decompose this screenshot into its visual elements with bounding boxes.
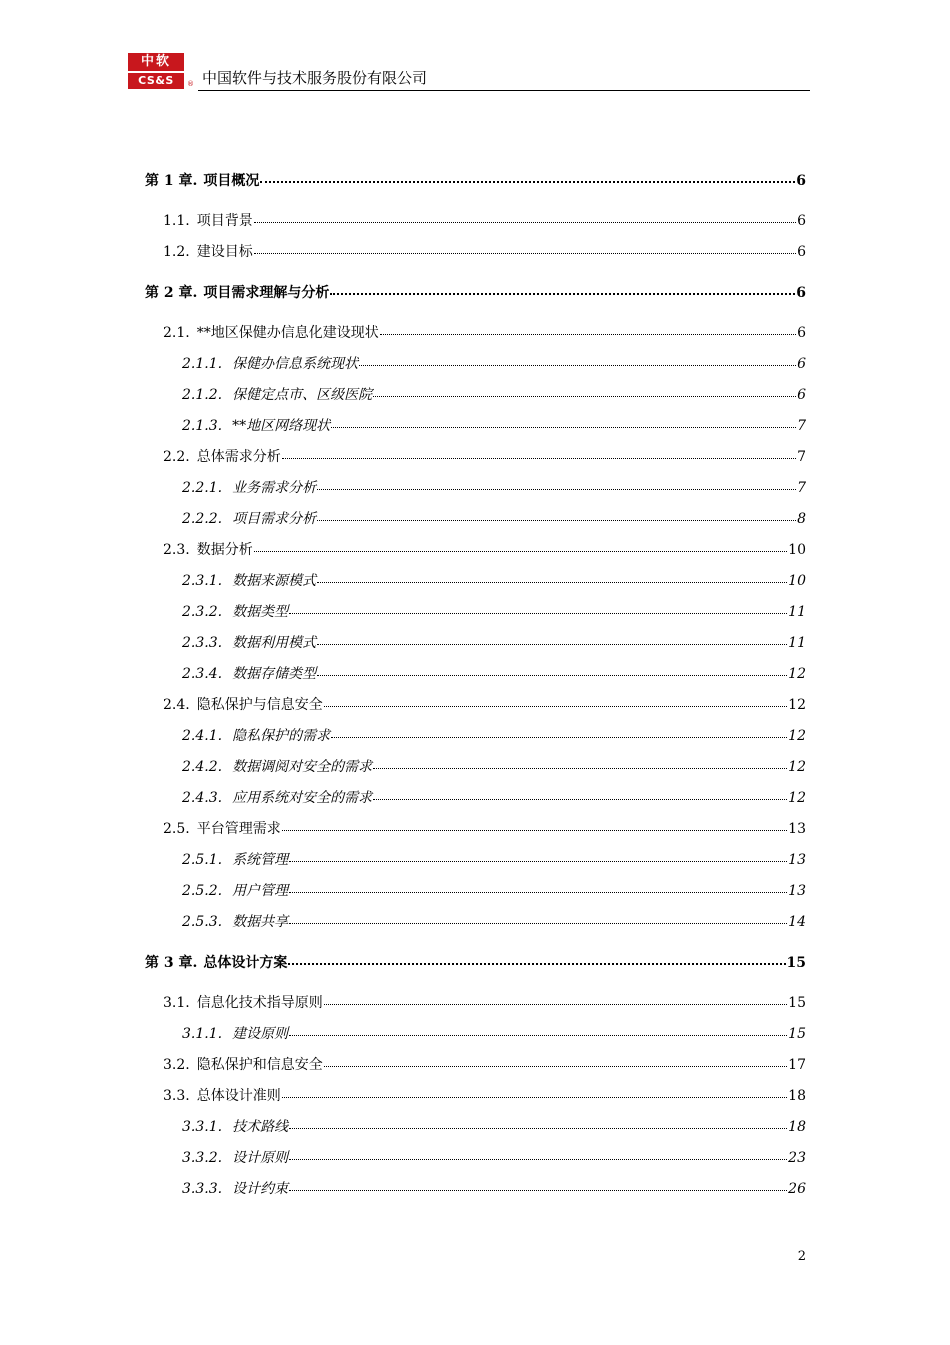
toc-leader-dots [289,613,787,614]
toc-entry-number: 2.1.2. [182,387,223,403]
toc-leader-dots [282,830,787,831]
toc-entry-page: 14 [788,914,806,930]
toc-entry-title: 总体设计准则 [196,1088,281,1104]
toc-entry-number: 2.3.2. [182,604,223,620]
toc-entry-title: 平台管理需求 [196,821,281,837]
toc-entry-page: 6 [796,285,806,301]
toc-entry-page: 8 [797,511,806,527]
toc-entry[interactable] [182,881,806,901]
toc-entry-title: 设计约束 [232,1181,289,1197]
toc-entry[interactable] [163,819,806,839]
toc-entry-title: 隐私保护和信息安全 [196,1057,323,1073]
toc-entry-number: 2.5. [163,821,190,837]
toc-entry-page: 13 [788,852,806,868]
toc-entry[interactable] [163,1086,806,1106]
toc-entry[interactable] [163,1055,806,1075]
toc-entry-title: 隐私保护的需求 [232,728,331,744]
toc-entry[interactable] [182,509,806,529]
toc-entry-title: 信息化技术指导原则 [196,995,323,1011]
toc-entry-number: 3.1. [163,995,190,1011]
toc-entry-number: 3.3.1. [182,1119,223,1135]
toc-leader-dots [317,489,796,490]
toc-entry-title: 数据共享 [232,914,289,930]
logo-top-text: 中软 [140,54,171,69]
toc-leader-dots [317,675,787,676]
toc-leader-dots [289,861,787,862]
toc-entry-page: 10 [788,573,806,589]
toc-entry-number: 第 1 章. [145,173,198,189]
toc-entry-page: 15 [788,1026,806,1042]
toc-entry-title: 建设目标 [196,244,253,260]
toc-entry-page: 6 [797,213,806,229]
toc-entry-number: 3.2. [163,1057,190,1073]
toc-entry[interactable] [163,323,806,343]
toc-entry-page: 15 [786,955,806,971]
toc-entry-page: 11 [788,604,806,620]
toc-entry-title: 应用系统对安全的需求 [232,790,373,806]
toc-entry-title: 技术路线 [232,1119,289,1135]
toc-entry-title: **地区保健办信息化建设现状 [196,325,379,341]
toc-entry-number: 2.4.2. [182,759,223,775]
toc-leader-dots [289,892,787,893]
toc-entry[interactable] [182,1179,806,1199]
toc-entry-number: 2.5.3. [182,914,223,930]
toc-entry[interactable] [182,757,806,777]
toc-leader-dots [289,923,787,924]
toc-entry-title: 数据存储类型 [232,666,317,682]
toc-entry-title: 保健办信息系统现状 [232,356,359,372]
toc-entry-number: 2.5.1. [182,852,223,868]
toc-entry-page: 18 [788,1119,806,1135]
toc-entry[interactable] [182,850,806,870]
toc-entry-page: 26 [788,1181,806,1197]
toc-entry[interactable] [182,416,806,436]
toc-entry-number: 3.3. [163,1088,190,1104]
toc-leader-dots [331,427,796,428]
toc-entry-title: 总体需求分析 [196,449,281,465]
toc-entry-number: 2.3.3. [182,635,223,651]
toc-leader-dots [282,1097,787,1098]
toc-entry-page: 12 [788,759,806,775]
toc-entry-title: 用户管理 [232,883,289,899]
toc-entry[interactable] [145,283,806,303]
page-number: 2 [797,1249,806,1264]
toc-leader-dots [317,582,787,583]
toc-entry-number: 3.3.2. [182,1150,223,1166]
toc-entry[interactable] [182,912,806,932]
toc-entry-number: 2.1.3. [182,418,223,434]
logo-top-block [128,53,184,71]
toc-leader-dots [324,1004,787,1005]
toc-entry-number: 2.1. [163,325,190,341]
toc-entry-page: 23 [788,1150,806,1166]
toc-entry-title: 系统管理 [232,852,289,868]
toc-leader-dots [254,253,796,254]
toc-leader-dots [289,1035,787,1036]
toc-leader-dots [373,799,787,800]
toc-entry-title: 项目需求分析 [232,511,317,527]
toc-entry[interactable] [163,211,806,231]
logo-bottom-block [128,73,184,89]
toc-entry-page: 7 [797,480,806,496]
toc-entry-page: 10 [788,542,806,558]
toc-entry[interactable] [182,354,806,374]
toc-entry[interactable] [182,385,806,405]
toc-entry-title: 设计原则 [232,1150,289,1166]
toc-leader-dots [373,396,796,397]
toc-entry-title: 数据分析 [196,542,253,558]
toc-entry-title: 数据利用模式 [232,635,317,651]
toc-entry-title: 总体设计方案 [203,955,288,971]
toc-entry-number: 2.2.1. [182,480,223,496]
toc-entry-page: 12 [788,728,806,744]
toc-leader-dots [330,293,795,295]
toc-entry-number: 2.4. [163,697,190,713]
toc-leader-dots [331,737,787,738]
toc-entry-number: 2.2.2. [182,511,223,527]
toc-leader-dots [317,520,796,521]
toc-entry[interactable] [163,695,806,715]
toc-entry-page: 12 [788,697,806,713]
company-name: 中国软件与技术服务股份有限公司 [202,69,428,87]
header-rule [198,90,810,91]
toc-entry-page: 6 [796,173,806,189]
toc-entry-page: 12 [788,790,806,806]
toc-entry-number: 1.2. [163,244,190,260]
toc-leader-dots [288,963,785,965]
toc-entry-page: 17 [788,1057,806,1073]
toc-entry-title: 业务需求分析 [232,480,317,496]
toc-entry-page: 12 [788,666,806,682]
toc-leader-dots [289,1190,787,1191]
toc-leader-dots [317,644,787,645]
toc-entry-number: 3.1.1. [182,1026,223,1042]
toc-entry-number: 2.4.3. [182,790,223,806]
toc-entry[interactable] [145,171,806,191]
toc-leader-dots [282,458,796,459]
toc-entry-page: 18 [788,1088,806,1104]
toc-entry-number: 2.5.2. [182,883,223,899]
toc-entry-title: 数据类型 [232,604,289,620]
toc-entry[interactable] [182,664,806,684]
toc-entry-title: 隐私保护与信息安全 [196,697,323,713]
toc-entry-title: 项目需求理解与分析 [203,285,330,301]
toc-entry-number: 2.3.4. [182,666,223,682]
toc-entry-number: 2.2. [163,449,190,465]
toc-leader-dots [260,181,795,183]
toc-leader-dots [289,1128,787,1129]
toc-entry-number: 2.3.1. [182,573,223,589]
toc-entry-page: 7 [797,449,806,465]
toc-entry[interactable] [182,726,806,746]
toc-entry-page: 6 [797,387,806,403]
company-logo [128,53,186,89]
toc-entry-title: 保健定点市、区级医院 [232,387,373,403]
toc-entry-page: 11 [788,635,806,651]
toc-entry-number: 第 2 章. [145,285,198,301]
logo-bottom-text: CS&S [138,74,174,87]
toc-entry[interactable] [182,1024,806,1044]
toc-entry-page: 6 [797,356,806,372]
toc-entry-number: 2.3. [163,542,190,558]
toc-entry[interactable] [163,540,806,560]
toc-entry-page: 13 [788,883,806,899]
toc-entry-page: 15 [788,995,806,1011]
toc-entry[interactable] [163,242,806,262]
toc-entry-title: 建设原则 [232,1026,289,1042]
toc-leader-dots [254,222,796,223]
toc-entry-number: 2.4.1. [182,728,223,744]
toc-entry-page: 6 [797,325,806,341]
toc-entry[interactable] [182,1148,806,1168]
toc-entry-page: 13 [788,821,806,837]
toc-entry-title: 数据来源模式 [232,573,317,589]
toc-entry[interactable] [145,953,806,973]
toc-entry[interactable] [163,993,806,1013]
toc-entry-number: 3.3.3. [182,1181,223,1197]
toc-leader-dots [254,551,787,552]
toc-entry[interactable] [182,478,806,498]
registered-mark: ® [187,80,194,88]
toc-entry-page: 7 [797,418,806,434]
toc-leader-dots [289,1159,787,1160]
toc-entry-title: 数据调阅对安全的需求 [232,759,373,775]
toc-leader-dots [380,334,796,335]
toc-entry[interactable] [182,602,806,622]
toc-entry[interactable] [182,788,806,808]
toc-entry[interactable] [182,633,806,653]
toc-leader-dots [359,365,796,366]
toc-entry[interactable] [182,1117,806,1137]
toc-entry-title: 项目概况 [203,173,260,189]
toc-entry-title: **地区网络现状 [232,418,331,434]
toc-entry[interactable] [163,447,806,467]
toc-entry-title: 项目背景 [196,213,253,229]
toc-entry-number: 1.1. [163,213,190,229]
toc-entry-number: 第 3 章. [145,955,198,971]
toc-leader-dots [324,706,787,707]
toc-entry-number: 2.1.1. [182,356,223,372]
toc-leader-dots [373,768,787,769]
toc-leader-dots [324,1066,787,1067]
toc-entry-page: 6 [797,244,806,260]
toc-entry[interactable] [182,571,806,591]
